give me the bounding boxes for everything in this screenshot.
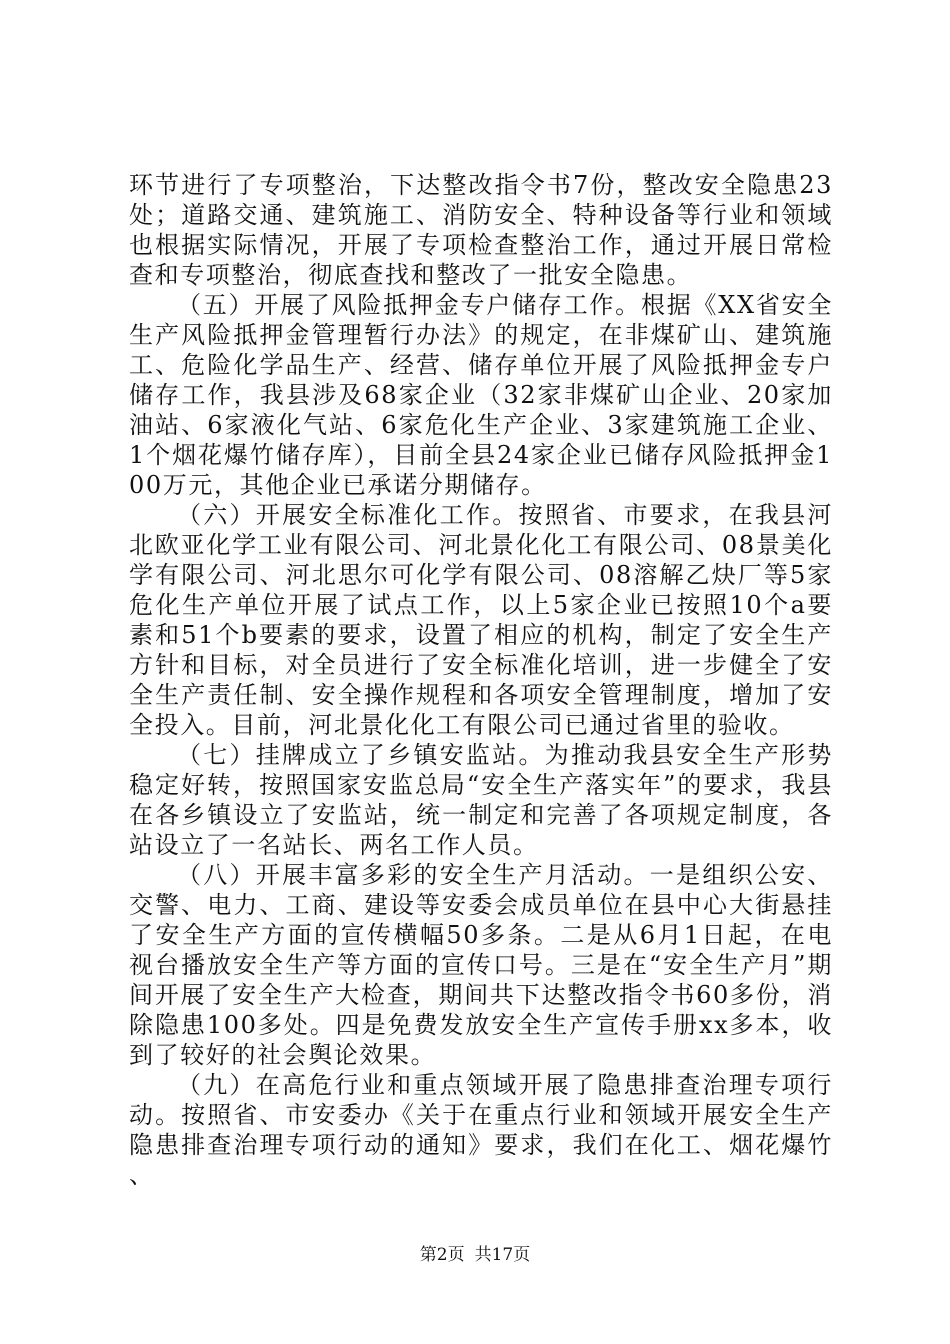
- page-total: 共17页: [474, 1245, 531, 1265]
- document-body: [129, 170, 833, 1190]
- paragraph-section-7: （七）挂牌成立了乡镇安监站。为推动我县安全生产形势稳定好转，按照国家安监总局“安全生产落实年”的要求，我县在各乡镇设立了安监站，统一制定和完善了各项规定制度，各站设立了一名站长、两名工作人员。: [129, 741, 833, 859]
- paragraph-section-5: （五）开展了风险抵押金专户储存工作。根据《XX省安全生产风险抵押金管理暂行办法》的规定，在非煤矿山、建筑施工、危险化学品生产、经营、储存单位开展了风险抵押金专户储存工作，我县涉及68家企业（32家非煤矿山企业、20家加油站、6家液化气站、6家危化生产企业、3家建筑施工企业、1个烟花爆竹储存库），目前全县24家企业已储存风险抵押金100万元，其他企业已承诺分期储存。: [129, 291, 833, 499]
- paragraph-section-8: （八）开展丰富多彩的安全生产月活动。一是组织公安、交警、电力、工商、建设等安委会成员单位在县中心大街悬挂了安全生产方面的宣传横幅50多条。二是从6月1日起，在电视台播放安全生产等方面的宣传口号。三是在“安全生产月”期间开展了安全生产大检查，期间共下达整改指令书60多份，消除隐患100多处。四是免费发放安全生产宣传手册xx多本，收到了较好的社会舆论效果。: [129, 861, 833, 1069]
- paragraph-section-9: （九）在高危行业和重点领域开展了隐患排查治理专项行动。按照省、市安委办《关于在重点行业和领域开展安全生产隐患排查治理专项行动的通知》要求，我们在化工、烟花爆竹、: [129, 1071, 833, 1189]
- page-number: 第2页: [419, 1245, 465, 1265]
- page-footer: [0, 1244, 950, 1266]
- paragraph-section-6: （六）开展安全标准化工作。按照省、市要求，在我县河北欧亚化学工业有限公司、河北景化化工有限公司、08景美化学有限公司、河北思尔可化学有限公司、08溶解乙炔厂等5家危化生产单位开展了试点工作，以上5家企业已按照10个a要素和51个b要素的要求，设置了相应的机构，制定了安全生产方针和目标，对全员进行了安全标准化培训，进一步健全了安全生产责任制、安全操作规程和各项安全管理制度，增加了安全投入。目前，河北景化化工有限公司已通过省里的验收。: [129, 501, 833, 739]
- paragraph-continuation: 环节进行了专项整治，下达整改指令书7份，整改安全隐患23处；道路交通、建筑施工、消防安全、特种设备等行业和领域也根据实际情况，开展了专项检查整治工作，通过开展日常检查和专项整治，彻底查找和整改了一批安全隐患。: [129, 171, 833, 289]
